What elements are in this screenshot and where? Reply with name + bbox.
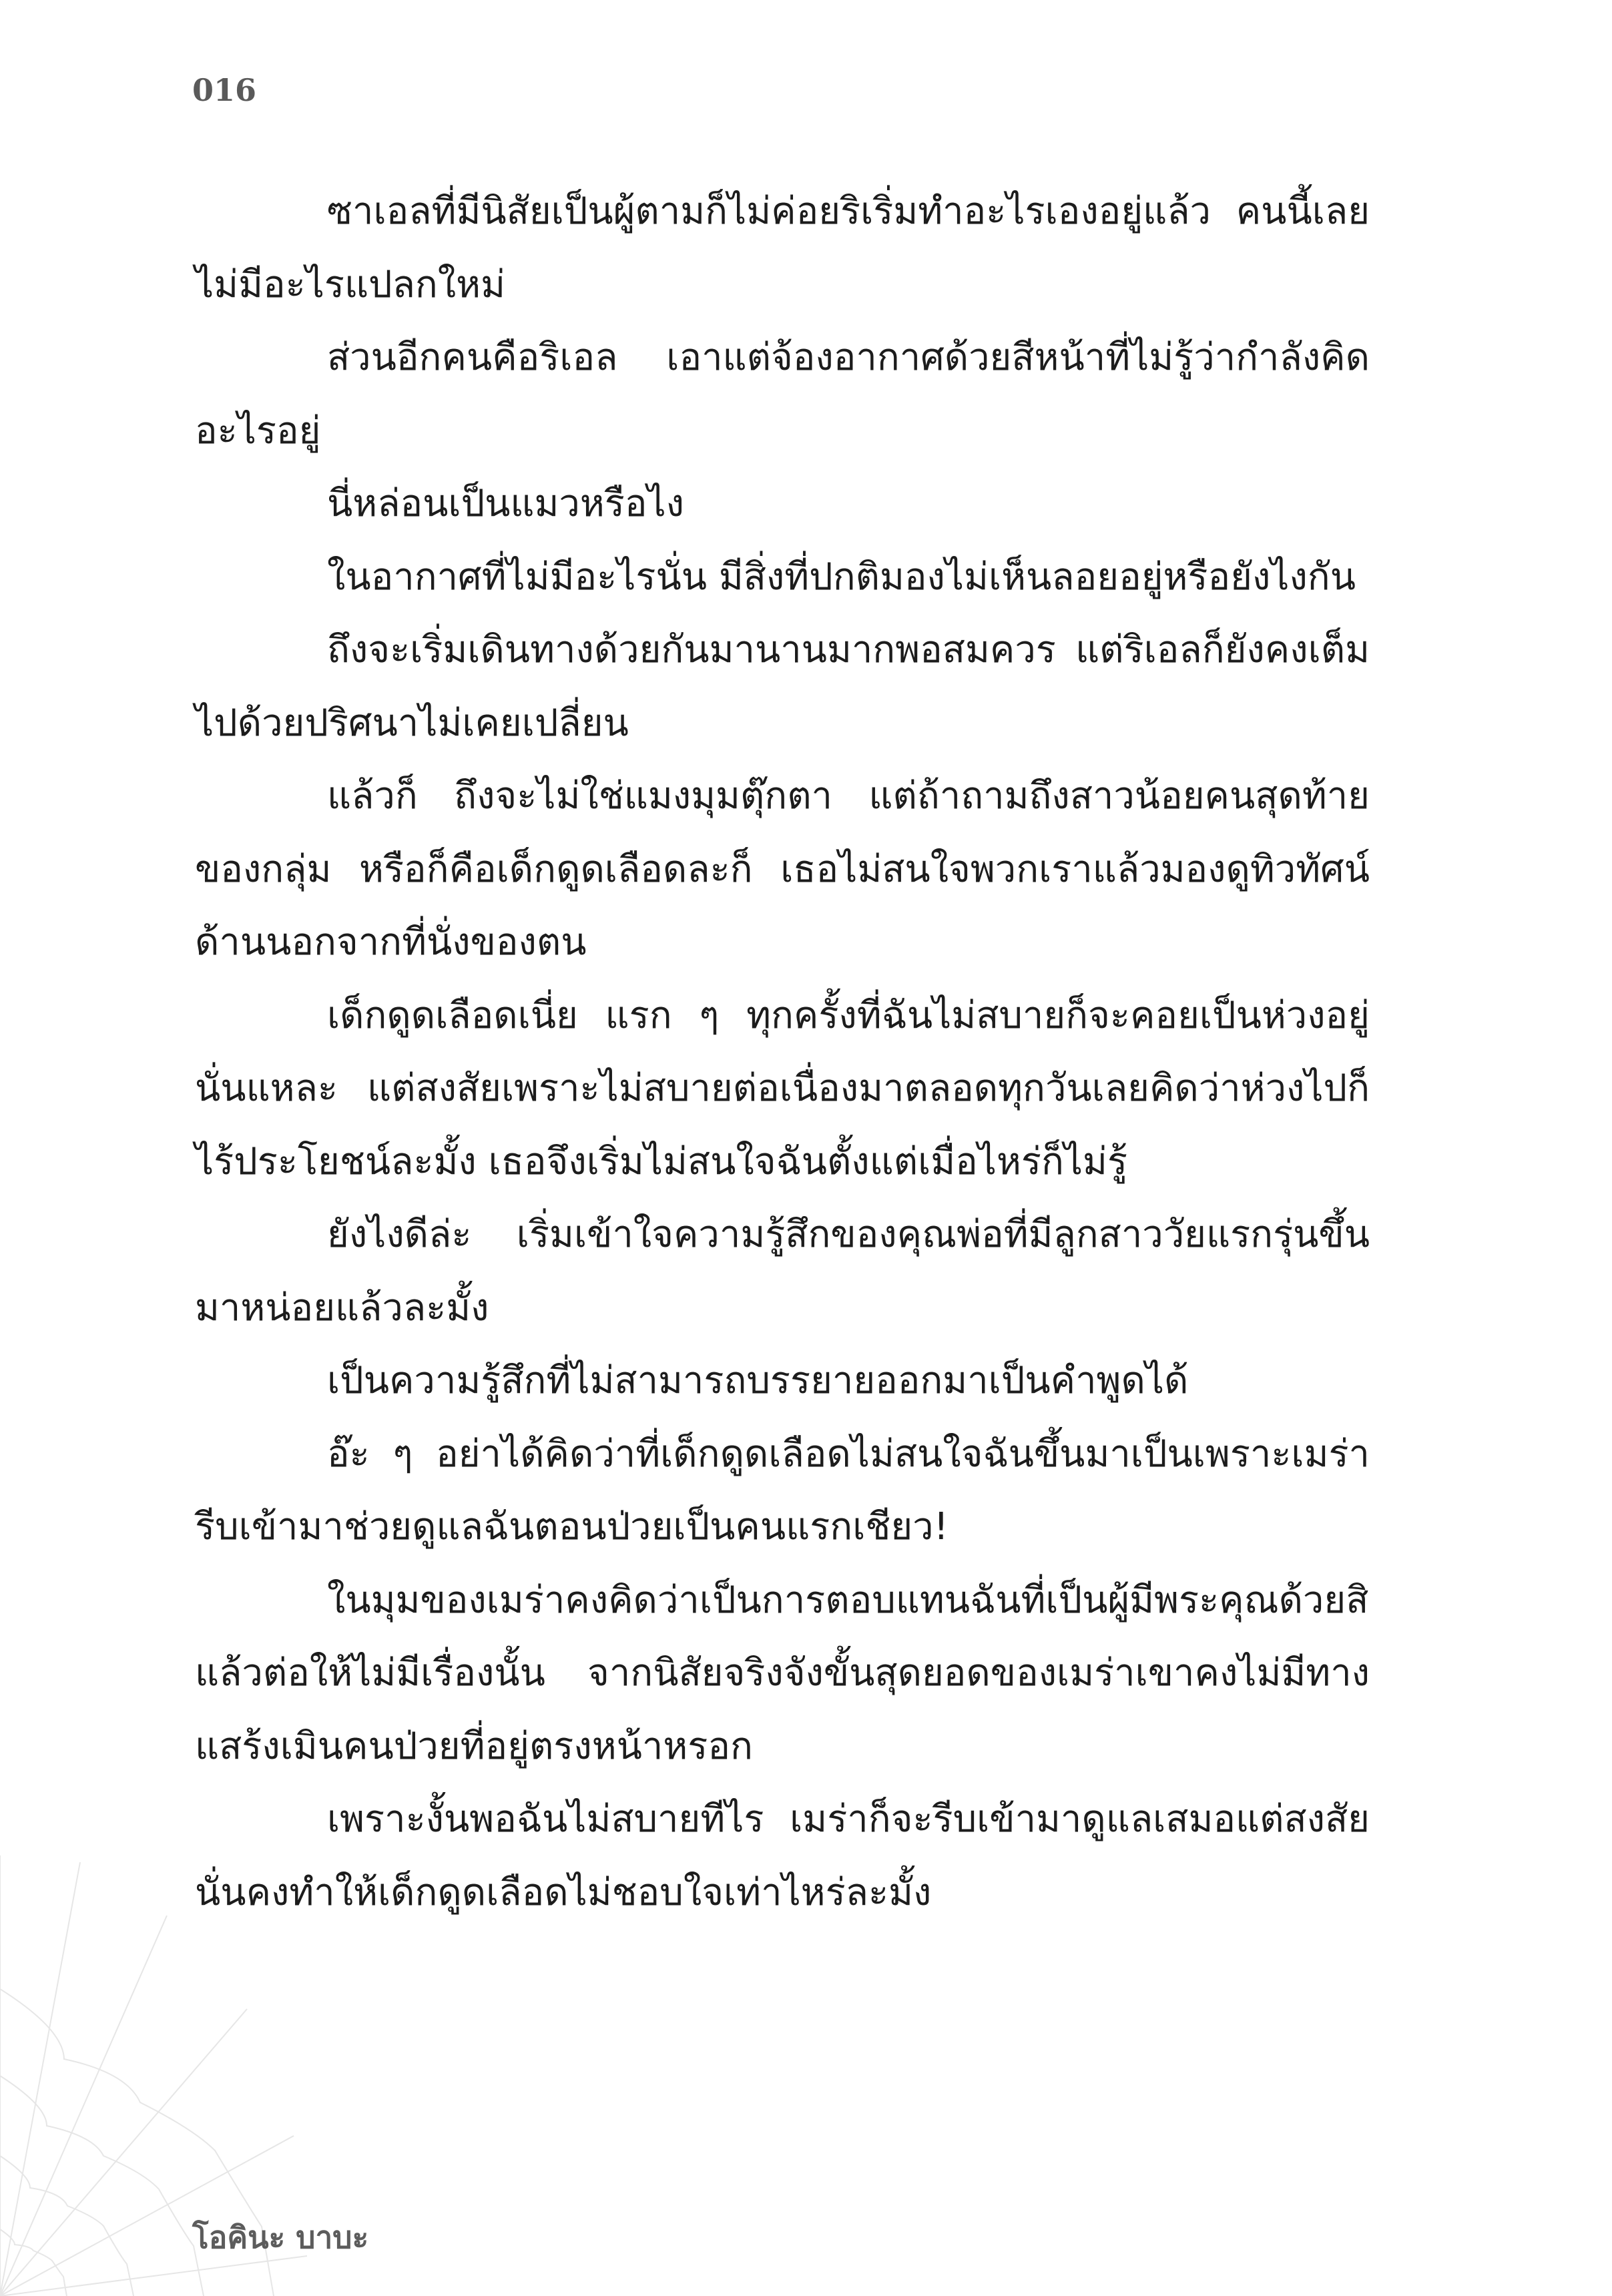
paragraph: ในมุมของเมร่าคงคิดว่าเป็นการตอบแทนฉันที่เป็นผู้มีพระคุณด้วยสิ แล้วต่อให้ไม่มีเรื่องนั้น จากนิสัยจริงจังขั้นสุดยอดของเมร่าเขาคงไม่มีทางแสร้งเมินคนป่วยที่อยู่ตรงหน้าหรอก xyxy=(195,1578,1370,1768)
paragraph: ถึงจะเริ่มเดินทางด้วยกันมานานมากพอสมควร แต่ริเอลก็ยังคงเต็มไปด้วยปริศนาไม่เคยเปลี่ยน xyxy=(195,628,1370,745)
paragraph: เพราะงั้นพอฉันไม่สบายทีไร เมร่าก็จะรีบเข้ามาดูแลเสมอแต่สงสัยนั่นคงทำให้เด็กดูดเลือดไม่ชอบใจเท่าไหร่ละมั้ง xyxy=(195,1797,1370,1914)
body-text xyxy=(195,175,1370,1929)
page-number: 016 xyxy=(192,72,257,108)
paragraph: เด็กดูดเลือดเนี่ย แรก ๆ ทุกครั้งที่ฉันไม่สบายก็จะคอยเป็นห่วงอยู่นั่นแหละ แต่สงสัยเพราะไม่สบายต่อเนื่องมาตลอดทุกวันเลยคิดว่าห่วงไปก็ไร้ประโยชน์ละมั้ง เธอจึงเริ่มไม่สนใจฉันตั้งแต่เมื่อไหร่ก็ไม่รู้ xyxy=(195,993,1370,1183)
paragraph: ซาเอลที่มีนิสัยเป็นผู้ตามก็ไม่ค่อยริเริ่มทำอะไรเองอยู่แล้ว คนนี้เลยไม่มีอะไรแปลกใหม่ xyxy=(195,190,1370,306)
paragraph: อ๊ะ ๆ อย่าได้คิดว่าที่เด็กดูดเลือดไม่สนใจฉันขึ้นมาเป็นเพราะเมร่ารีบเข้ามาช่วยดูแลฉันตอนป่วยเป็นคนแรกเชียว! xyxy=(195,1432,1370,1548)
paragraph: เป็นความรู้สึกที่ไม่สามารถบรรยายออกมาเป็นคำพูดได้ xyxy=(327,1359,1189,1402)
paragraph: ในอากาศที่ไม่มีอะไรนั่น มีสิ่งที่ปกติมองไม่เห็นลอยอยู่หรือยังไงกัน xyxy=(327,555,1356,599)
paragraph: ยังไงดีล่ะ เริ่มเข้าใจความรู้สึกของคุณพ่อที่มีลูกสาววัยแรกรุ่นขึ้นมาหน่อยแล้วละมั้ง xyxy=(195,1213,1370,1330)
paragraph: ส่วนอีกคนคือริเอล เอาแต่จ้องอากาศด้วยสีหน้าที่ไม่รู้ว่ากำลังคิดอะไรอยู่ xyxy=(195,336,1370,453)
author-name: โอคินะ บาบะ xyxy=(192,2219,369,2255)
paragraph: นี่หล่อนเป็นแมวหรือไง xyxy=(327,482,684,525)
paragraph: แล้วก็ ถึงจะไม่ใช่แมงมุมตุ๊กตา แต่ถ้าถามถึงสาวน้อยคนสุดท้ายของกลุ่ม หรือก็คือเด็กดูดเลือดละก็ เธอไม่สนใจพวกเราแล้วมองดูทิวทัศน์ด้านนอกจากที่นั่งของตน xyxy=(195,774,1370,964)
